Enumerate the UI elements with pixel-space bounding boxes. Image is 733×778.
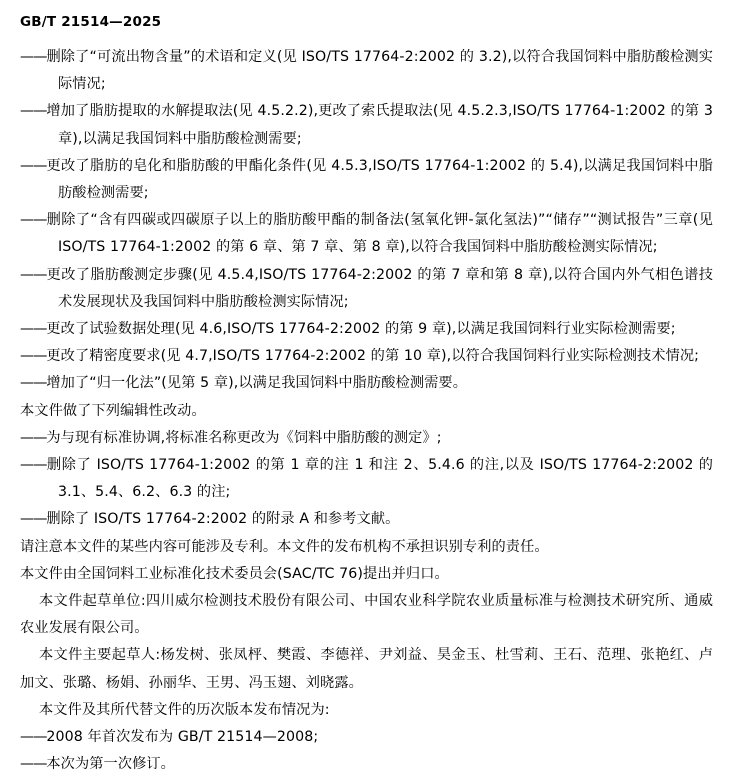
list-item (20, 343, 713, 370)
document-body (20, 44, 713, 778)
list-item-text: 更改了脂肪酸测定步骤(见 4.5.4,ISO/TS 17764-2:2002 的第 7 章和第 8 章),以符合国内外气相色谱技术发展现状及我国饲料中脂肪酸检测实际情况; (46, 266, 713, 310)
paragraph-drafting-organizations: 本文件起草单位:四川威尔检测技术股份有限公司、中国农业科学院农业质量标准与检测技术研究所、通威农业发展有限公司。 (20, 593, 713, 637)
em-dash-marker: —— (20, 212, 47, 229)
paragraph-version-history-intro: 本文件及其所代替文件的历次版本发布情况为: (39, 701, 330, 718)
em-dash-marker: —— (20, 103, 47, 120)
editorial-list-item (20, 425, 713, 452)
editorial-list-item (20, 506, 713, 533)
em-dash-marker: —— (20, 511, 47, 528)
list-item-text: 删除了“可流出物含量”的术语和定义(见 ISO/TS 17764-2:2002 的 3.2),以符合我国饲料中脂肪酸检测实际情况; (46, 49, 713, 93)
em-dash-marker: —— (20, 157, 47, 174)
list-item-text: 本次为第一次修订。 (46, 756, 175, 773)
list-item (20, 262, 713, 316)
version-history-item (20, 724, 713, 751)
list-item (20, 207, 713, 261)
paragraph-issuing-committee: 本文件由全国饲料工业标准化技术委员会(SAC/TC 76)提出并归口。 (20, 565, 449, 582)
version-history-item (20, 751, 713, 778)
list-item-text: 2008 年首次发布为 GB/T 21514—2008; (46, 729, 319, 746)
em-dash-marker: —— (20, 457, 47, 474)
editorial-intro: 本文件做了下列编辑性改动。 (20, 402, 206, 419)
em-dash-marker: —— (20, 756, 47, 773)
em-dash-marker: —— (20, 729, 47, 746)
list-item-text: 更改了精密度要求(见 4.7,ISO/TS 17764-2:2002 的第 10 章),以符合我国饲料行业实际检测技术情况; (46, 348, 700, 365)
list-item-text: 删除了 ISO/TS 17764-1:2002 的第 1 章的注 1 和注 2、5.4.6 的注,以及 ISO/TS 17764-2:2002 的 3.1、5.4、6.2、6.3 的注; (46, 457, 713, 501)
em-dash-marker: —— (20, 429, 47, 446)
em-dash-marker: —— (20, 321, 47, 338)
list-item (20, 153, 713, 207)
em-dash-marker: —— (20, 49, 47, 65)
list-item-text: 更改了试验数据处理(见 4.6,ISO/TS 17764-2:2002 的第 9 章),以满足我国饲料行业实际检测需要; (46, 321, 676, 338)
list-item-text: 删除了 ISO/TS 17764-2:2002 的附录 A 和参考文献。 (46, 511, 400, 528)
list-item (20, 44, 713, 98)
list-item-text: 为与现有标准协调,将标准名称更改为《饲料中脂肪酸的测定》; (46, 429, 442, 446)
list-item-text: 更改了脂肪的皂化和脂肪酸的甲酯化条件(见 4.5.3,ISO/TS 17764-1:2002 的 5.4),以满足我国饲料中脂肪酸检测需要; (46, 157, 713, 202)
list-item-text: 增加了“归一化法”(见第 5 章),以满足我国饲料中脂肪酸检测需要。 (46, 375, 467, 392)
paragraph-main-drafters: 本文件主要起草人:杨发树、张凤枰、樊霞、李德祥、尹刘益、昊金玉、杜雪莉、王石、范理、张艳红、卢加文、张璐、杨娟、孙丽华、王男、冯玉翅、刘晓露。 (20, 647, 713, 691)
editorial-list-item (20, 452, 713, 506)
em-dash-marker: —— (20, 375, 47, 392)
list-item-text: 增加了脂肪提取的水解提取法(见 4.5.2.2),更改了索氏提取法(见 4.5.2.3,ISO/TS 17764-1:2002 的第 3 章),以满足我国饲料中脂肪酸检测需要; (46, 103, 713, 147)
page-header-standard-code: GB/T 21514—2025 (20, 14, 162, 30)
paragraph-patent-notice: 请注意本文件的某些内容可能涉及专利。本文件的发布机构不承担识别专利的责任。 (20, 538, 549, 555)
list-item (20, 370, 713, 397)
list-item (20, 98, 713, 152)
list-item (20, 316, 713, 343)
list-item-text: 删除了“含有四碳或四碳原子以上的脂肪酸甲酯的制备法(氢氧化钾-氯化氢法)”“储存”“测试报告”三章(见 ISO/TS 17764-1:2002 的第 6 章、第 7 章、第 8 章),以符合我国饲料中脂肪酸检测实际情况; (46, 212, 713, 256)
em-dash-marker: —— (20, 348, 47, 365)
em-dash-marker: —— (20, 266, 47, 283)
